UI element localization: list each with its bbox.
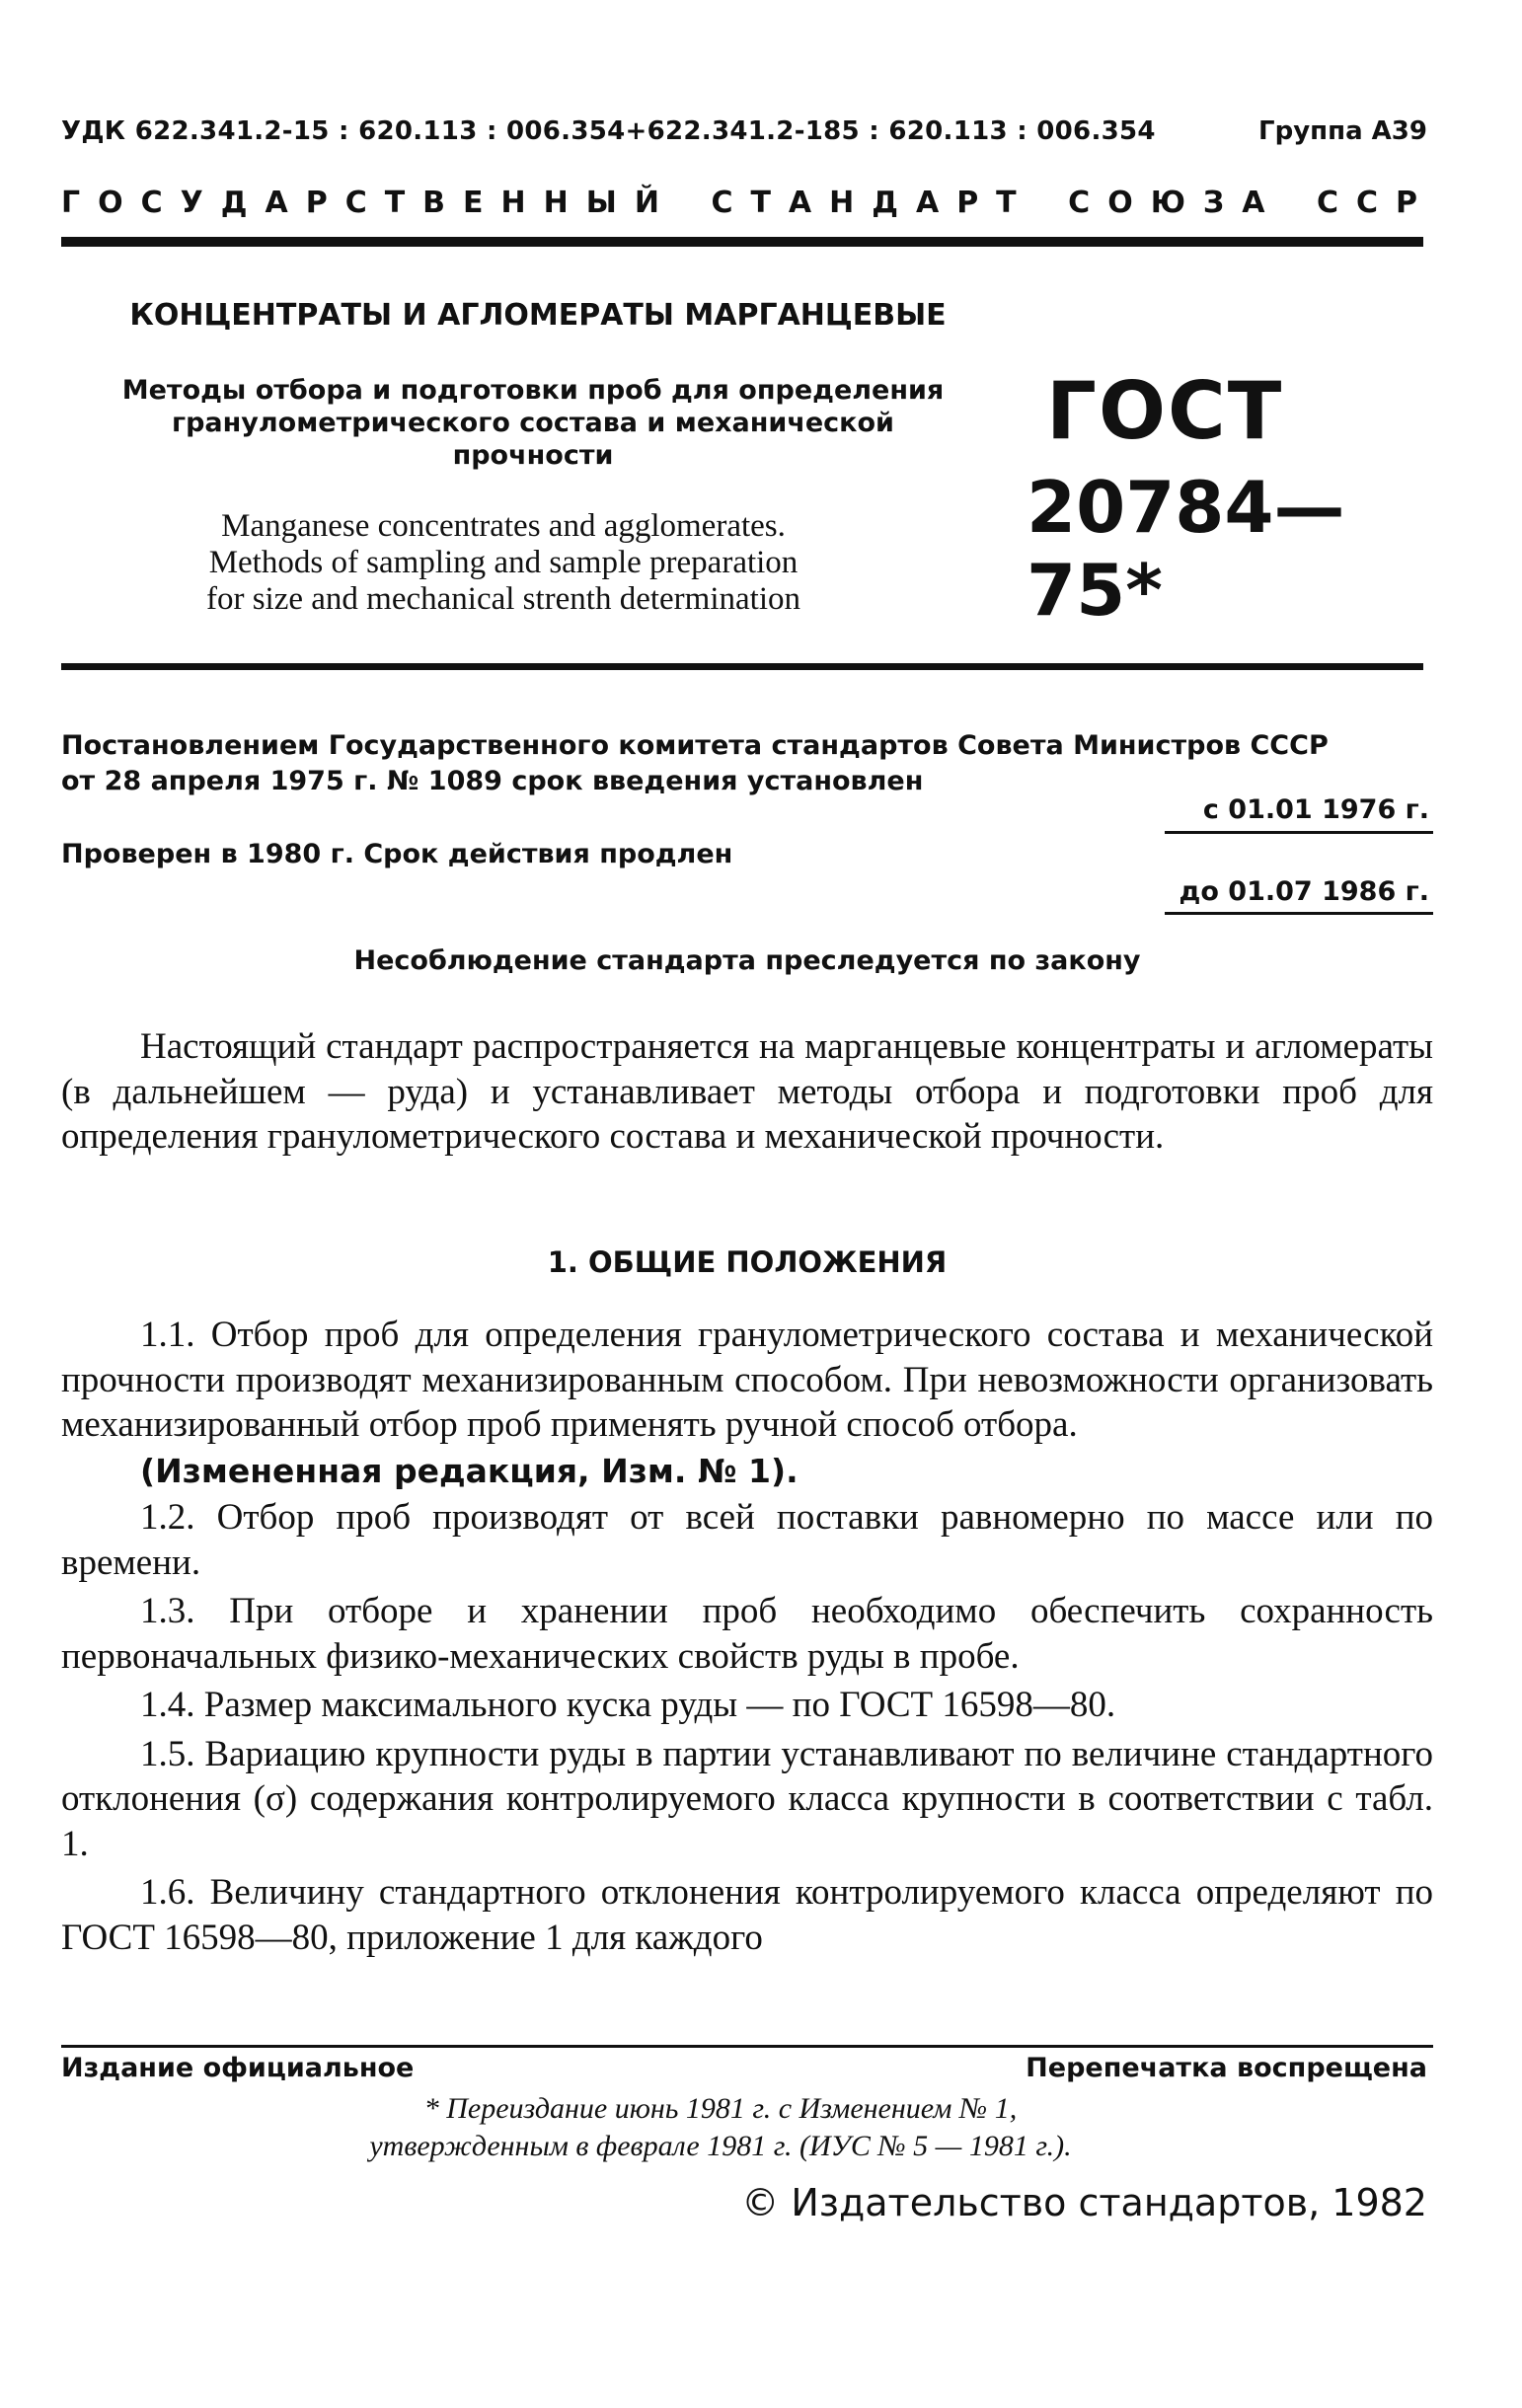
edition-note: Издание официальное	[61, 2053, 415, 2083]
reissue-note	[197, 2090, 1244, 2164]
intro-paragraph: Настоящий стандарт распространяется на марганцевые концентраты и агломераты (в дальнейшем — руда) и устанавливает методы отбора и подготовки проб для определения гранулометрического состава и механической прочности.	[61, 1026, 1433, 1157]
reprint-note: Перепечатка воспрещена	[1026, 2053, 1427, 2083]
english-title	[109, 508, 898, 618]
section-title: 1. ОБЩИЕ ПОЛОЖЕНИЯ	[547, 1245, 948, 1279]
document-subtitle	[89, 375, 977, 473]
checked-note: Проверен в 1980 г. Срок действия продлен	[61, 839, 733, 869]
title-block-rule	[61, 663, 1423, 670]
amendment-note: (Измененная редакция, Изм. № 1).	[140, 1451, 799, 1490]
resolution-line: от 28 апреля 1975 г. № 1089 срок введения установлен	[61, 766, 924, 797]
subtitle-line: гранулометрического состава и механической	[172, 407, 894, 438]
adoption-resolution	[61, 728, 1433, 800]
extension-date-underline	[1165, 912, 1433, 915]
paragraph-1-5: 1.5. Вариацию крупности руды в партии устанавливают по величине стандартного отклонения (σ) содержания контролируемого класса крупности в соответствии с табл. 1.	[61, 1733, 1433, 1864]
heading-word: СТАНДАРТ	[711, 186, 1034, 220]
effective-date: с 01.01 1976 г.	[1202, 794, 1429, 825]
state-standard-heading	[61, 186, 1435, 220]
english-title-line: Methods of sampling and sample preparation	[208, 544, 799, 580]
english-title-line: for size and mechanical strenth determination	[205, 580, 800, 617]
paragraph-1-2: 1.2. Отбор проб производят от всей поставки равномерно по массе или по времени.	[61, 1497, 1433, 1583]
paragraph-1-1: 1.1. Отбор проб для определения гранулометрического состава и механической прочности производят механизированным способом. При невозможности организовать механизированный отбор проб применять ручной способ отбора.	[61, 1315, 1433, 1445]
gost-label: ГОСТ	[1046, 365, 1284, 457]
paragraph-1-3: 1.3. При отборе и хранении проб необходимо обеспечить сохранность первоначальных физико-механических свойств руды в пробе.	[61, 1591, 1433, 1677]
english-title-line: Manganese concentrates and agglomerates.	[221, 508, 786, 544]
subtitle-line: Методы отбора и подготовки проб для определения	[121, 375, 945, 406]
effective-date-underline	[1165, 831, 1433, 834]
heading-word: ГОСУДАРСТВЕННЫЙ	[61, 186, 677, 220]
group-code: Группа А39	[1258, 116, 1427, 146]
paragraph-1-4: 1.4. Размер максимального куска руды — по ГОСТ 16598—80.	[140, 1685, 1116, 1726]
reissue-line: * Переиздание июнь 1981 г. с Изменением № 1,	[423, 2092, 1018, 2125]
copyright: © Издательство стандартов, 1982	[741, 2181, 1427, 2224]
footer-rule	[61, 2045, 1433, 2048]
section-body	[61, 1313, 1433, 1964]
document-title: КОНЦЕНТРАТЫ И АГЛОМЕРАТЫ МАРГАНЦЕВЫЕ	[129, 298, 947, 333]
header-rule	[61, 237, 1423, 247]
reissue-line: утвержденным в феврале 1981 г. (ИУС № 5 — 1981 г.).	[369, 2129, 1072, 2162]
extension-date: до 01.07 1986 г.	[1179, 876, 1429, 907]
noncompliance-note: Несоблюдение стандарта преследуется по закону	[353, 945, 1141, 976]
udc-code: УДК 622.341.2-15 : 620.113 : 006.354+622.341.2-185 : 620.113 : 006.354	[61, 116, 1156, 146]
paragraph-1-6: 1.6. Величину стандартного отклонения контролируемого класса определяют по ГОСТ 16598—80, приложение 1 для каждого	[61, 1872, 1433, 1958]
heading-word: СОЮЗА	[1068, 186, 1283, 220]
resolution-line: Постановлением Государственного комитета стандартов Совета Министров СССР	[61, 730, 1329, 761]
gost-number: 20784—75*	[1027, 466, 1345, 632]
subtitle-line: прочности	[452, 439, 614, 471]
heading-word: ССР	[1316, 186, 1435, 220]
